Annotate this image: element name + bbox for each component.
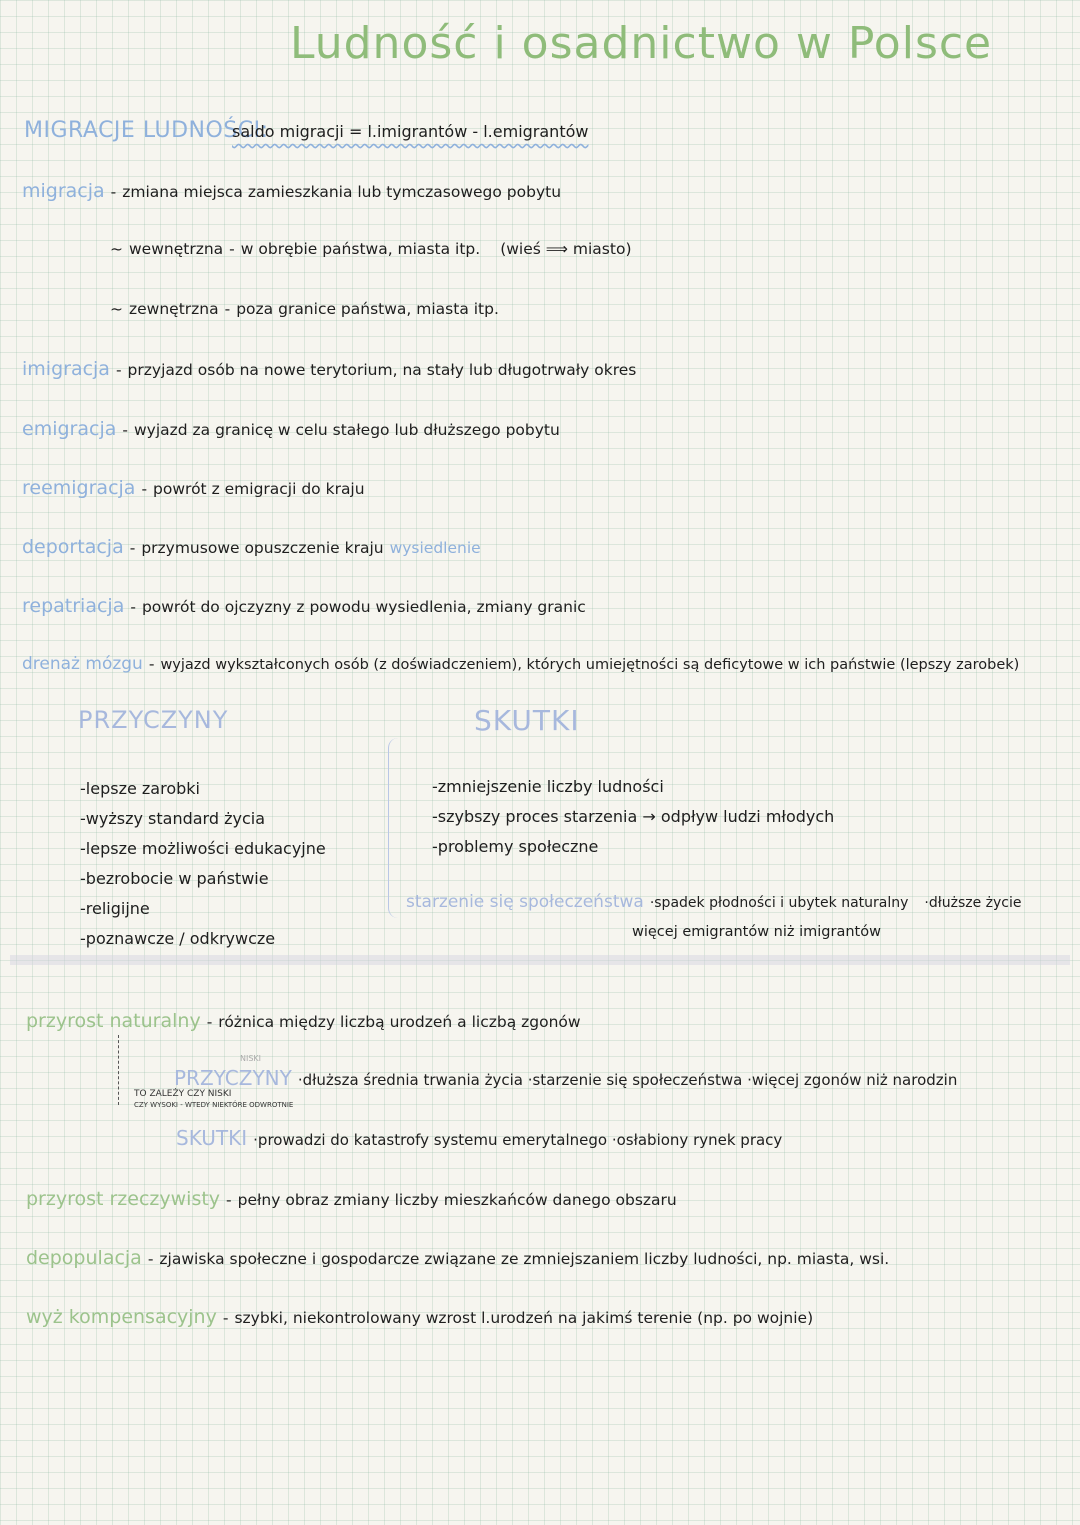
definition-depopulacja: depopulacja - zjawiska społeczne i gospodarcze związane ze zmniejszaniem liczby ludności, np. miasta, wsi.	[26, 1247, 890, 1269]
definition-text: wyjazd za granicę w celu stałego lub dłuższego pobytu	[133, 421, 560, 439]
definition-text: przymusowe opuszczenie kraju	[141, 539, 384, 557]
saldo-formula: saldo migracji = l.imigrantów - l.emigrantów	[232, 122, 589, 141]
term-label: reemigracja	[22, 477, 136, 499]
definition-przyrost-naturalny: przyrost naturalny - różnica między liczbą urodzeń a liczbą zgonów	[26, 1010, 581, 1032]
definition-przyrost-rzeczywisty: przyrost rzeczywisty - pełny obraz zmiany liczby mieszkańców danego obszaru	[26, 1188, 677, 1210]
przyrost-przyczyny-label: PRZYCZYNY	[174, 1066, 292, 1090]
definition-text: zjawiska społeczne i gospodarcze związane ze zmniejszaniem liczby ludności, np. miasta, wsi.	[159, 1250, 890, 1268]
list-item: -bezrobocie w państwie	[80, 869, 269, 888]
starzenie-row	[406, 892, 1022, 912]
przyrost-skutki-text: ·prowadzi do katastrofy systemu emerytalnego ·osłabiony rynek pracy	[253, 1131, 783, 1149]
starzenie-line1: ·spadek płodności i ubytek naturalny	[649, 895, 909, 911]
internal-label: wewnętrzna	[129, 240, 224, 258]
starzenie-line1b: ·dłuższe życie	[924, 895, 1022, 911]
section-divider	[10, 955, 1070, 965]
niski-label: NISKI	[240, 1054, 262, 1063]
list-item: -lepsze zarobki	[80, 779, 200, 798]
migration-external: ~ zewnętrzna - poza granice państwa, miasta itp.	[110, 300, 499, 318]
list-item: -szybszy proces starzenia → odpływ ludzi młodych	[432, 807, 835, 826]
przyczyny-list	[80, 774, 326, 954]
note-line1: TO ZALEŻY CZY NISKI	[134, 1089, 232, 1099]
przyrost-skutki	[176, 1126, 782, 1150]
skutki-list	[432, 772, 834, 862]
definition-text: zmiana miejsca zamieszkania lub tymczasowego pobytu	[122, 183, 562, 201]
definition-deportacja: deportacja - przymusowe opuszczenie kraju wysiedlenie	[22, 536, 481, 558]
przyrost-skutki-label: SKUTKI	[176, 1126, 248, 1150]
definition-text: wyjazd wykształconych osób (z doświadczeniem), których umiejętności są deficytowe w ich państwie (lepszy zarobek)	[160, 657, 1020, 673]
definition-drenaz-mozgu: drenaż mózgu - wyjazd wykształconych osób (z doświadczeniem), których umiejętności są deficytowe w ich państwie (lepszy zarobek)	[22, 654, 1020, 674]
list-item: -zmniejszenie liczby ludności	[432, 777, 664, 796]
page-title: Ludność i osadnictwo w Polsce	[290, 18, 993, 69]
skutki-header: SKUTKI	[474, 704, 580, 737]
definition-repatriacja: repatriacja - powrót do ojczyzny z powodu wysiedlenia, zmiany granic	[22, 595, 586, 617]
external-text: poza granice państwa, miasta itp.	[236, 300, 499, 318]
definition-text: przyjazd osób na nowe terytorium, na stały lub długotrwały okres	[127, 361, 637, 379]
definition-text: powrót do ojczyzny z powodu wysiedlenia, zmiany granic	[141, 598, 586, 616]
migracje-header: MIGRACJE LUDNOŚCI:	[24, 118, 269, 143]
definition-imigracja: imigracja - przyjazd osób na nowe terytorium, na stały lub długotrwały okres	[22, 358, 637, 380]
external-label: zewnętrzna	[129, 300, 219, 318]
definition-migracja: migracja - zmiana miejsca zamieszkania lub tymczasowego pobytu	[22, 180, 562, 202]
term-label: migracja	[22, 180, 105, 202]
internal-note: (wieś ⟹ miasto)	[500, 240, 632, 258]
starzenie-label: starzenie się społeczeństwa	[406, 892, 644, 912]
przyrost-przyczyny	[174, 1066, 957, 1090]
skutki-bracket	[388, 738, 403, 918]
przyrost-przyczyny-text: ·dłuższa średnia trwania życia ·starzenie się społeczeństwa ·więcej zgonów niż narodzin	[297, 1071, 958, 1089]
term-label: wyż kompensacyjny	[26, 1306, 217, 1328]
definition-text: powrót z emigracji do kraju	[153, 480, 365, 498]
definition-emigracja: emigracja - wyjazd za granicę w celu stałego lub dłuższego pobytu	[22, 418, 560, 440]
term-label: emigracja	[22, 418, 117, 440]
term-label: repatriacja	[22, 595, 125, 617]
definition-text: pełny obraz zmiany liczby mieszkańców danego obszaru	[237, 1191, 677, 1209]
definition-reemigracja: reemigracja - powrót z emigracji do kraju	[22, 477, 365, 499]
definition-extra: wysiedlenie	[389, 539, 481, 557]
connector-line	[118, 1035, 119, 1105]
list-item: -religijne	[80, 899, 150, 918]
list-item: -wyższy standard życia	[80, 809, 265, 828]
starzenie-line2: więcej emigrantów niż imigrantów	[632, 924, 881, 940]
definition-wyz-kompensacyjny: wyż kompensacyjny - szybki, niekontrolowany wzrost l.urodzeń na jakimś terenie (np. po wojnie)	[26, 1306, 814, 1328]
term-label: imigracja	[22, 358, 110, 380]
przyczyny-header: PRZYCZYNY	[78, 706, 229, 734]
internal-text: w obrębie państwa, miasta itp.	[240, 240, 481, 258]
migration-internal: ~ wewnętrzna - w obrębie państwa, miasta itp. (wieś ⟹ miasto)	[110, 240, 632, 258]
term-label: deportacja	[22, 536, 124, 558]
term-label: drenaż mózgu	[22, 654, 143, 674]
definition-text: szybki, niekontrolowany wzrost l.urodzeń na jakimś terenie (np. po wojnie)	[234, 1309, 814, 1327]
list-item: -lepsze możliwości edukacyjne	[80, 839, 326, 858]
term-label: przyrost rzeczywisty	[26, 1188, 221, 1210]
term-label: depopulacja	[26, 1247, 142, 1269]
list-item: -poznawcze / odkrywcze	[80, 929, 276, 948]
note-line2: CZY WYSOKI - WTEDY NIEKTÓRE ODWROTNIE	[134, 1101, 294, 1109]
term-label: przyrost naturalny	[26, 1010, 201, 1032]
definition-text: różnica między liczbą urodzeń a liczbą zgonów	[218, 1013, 581, 1031]
list-item: -problemy społeczne	[432, 837, 599, 856]
